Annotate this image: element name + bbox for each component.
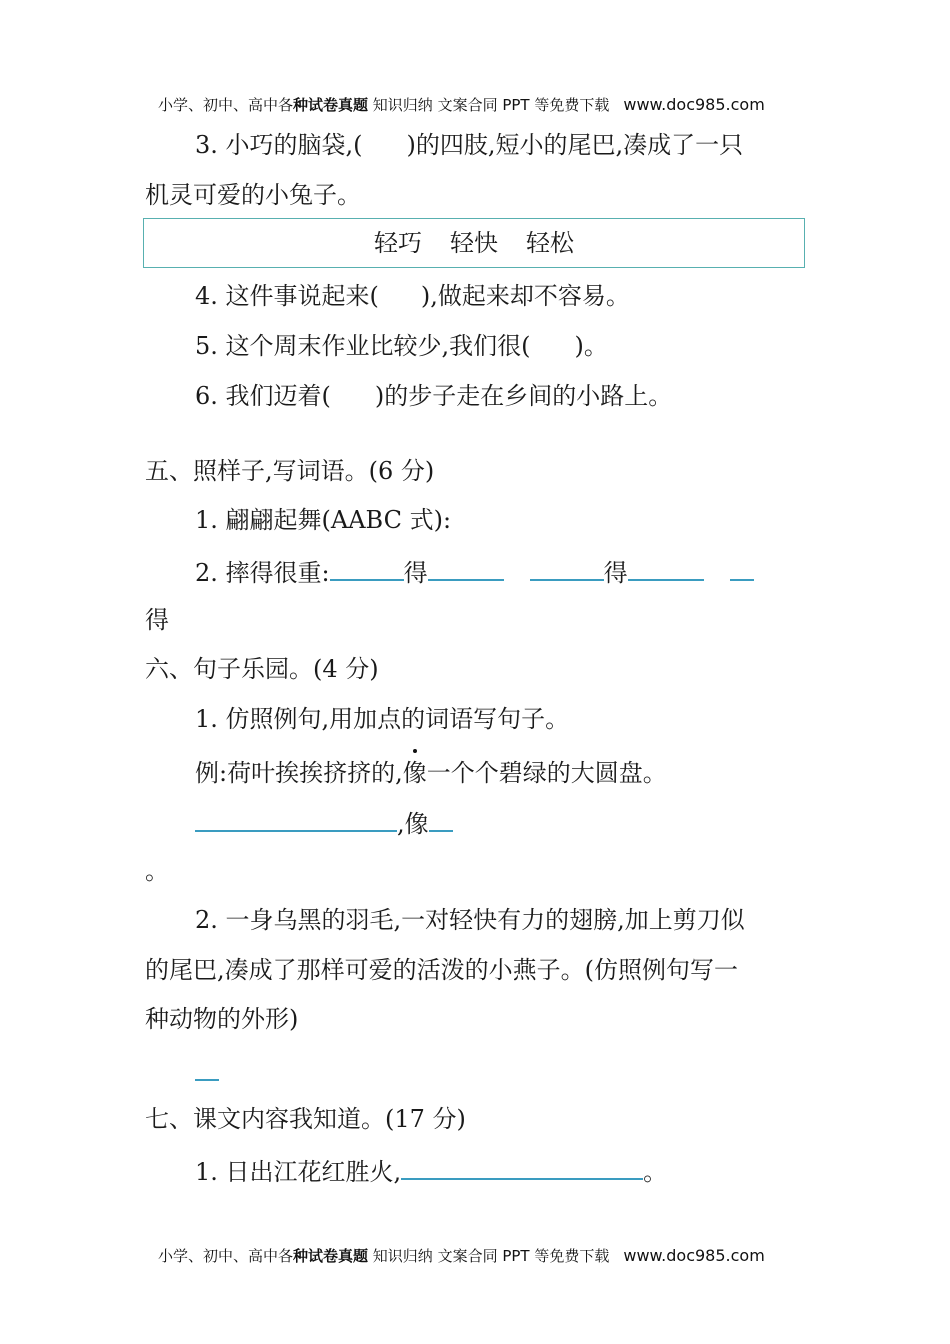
answer-blank[interactable] [730,555,754,581]
answer-blank[interactable] [330,555,404,581]
banner-url-link[interactable]: www.doc985.com [623,1246,765,1265]
section-6-q2-line1: 2. 一身乌黑的羽毛,一对轻快有力的翅膀,加上剪刀似 [195,906,745,934]
section-7-heading: 七、课文内容我知道。(17 分) [145,1105,466,1133]
q4-3-text-a: 3. 小巧的脑袋,( [195,131,363,159]
answer-blank[interactable] [401,1154,643,1180]
q7-1-end: 。 [643,1158,668,1186]
q4-4-text-b: ),做起来却不容易。 [420,282,630,310]
section-6-q2-line2: 的尾巴,凑成了那样可爱的活泼的小燕子。(仿照例句写一 [145,956,738,984]
dotted-word: 像 [402,759,427,787]
answer-blank[interactable] [195,806,397,832]
answer-blank[interactable] [429,806,453,832]
section-6-heading: 六、句子乐园。(4 分) [145,655,379,683]
q4-6-text-a: 6. 我们迈着( [195,382,331,410]
section-5-heading: 五、照样子,写词语。(6 分) [145,457,435,485]
banner-text-3: 知识归纳 [368,1247,438,1265]
banner-text-1: 小学、初中、高中各 [158,1247,294,1265]
banner-text-3: 知识归纳 [368,96,438,114]
q4-6-text-b: )的步子走在乡间的小路上。 [374,382,673,410]
question-4-3-line1 [195,130,743,160]
question-4-6 [195,381,672,411]
section-6-q1: 1. 仿照例句,用加点的词语写句子。 [195,705,570,733]
de-char: 得 [403,559,428,587]
q4-3-text-b: )的四肢,短小的尾巴,凑成了一只 [406,131,744,159]
word-choice-2: 轻快 [450,229,498,257]
banner-text-2: 种试卷真题 [293,96,369,114]
word-choice-box [143,218,805,268]
q7-1-text: 1. 日出江花红胜火, [195,1158,402,1186]
banner-url-link[interactable]: www.doc985.com [623,95,765,114]
answer-blank[interactable] [428,555,504,581]
question-4-5 [195,331,608,361]
banner-text-1: 小学、初中、高中各 [158,96,294,114]
example-text-a: 例:荷叶挨挨挤挤的, [195,759,403,787]
header-banner [158,94,765,115]
section-6-q2-line3: 种动物的外形) [145,1005,299,1033]
word-choice-3: 轻松 [526,229,574,257]
section-6-example [195,758,667,788]
banner-text-2: 种试卷真题 [293,1247,369,1265]
section-6-answer-line [195,806,453,839]
question-4-4 [195,281,630,311]
answer-mid-text: ,像 [397,810,429,838]
section-5-q2-wrap: 得 [145,606,169,634]
answer-blank[interactable] [195,1055,219,1081]
section-5-q1: 1. 翩翩起舞(AABC 式): [195,506,452,534]
section-6-answer-end: 。 [145,857,169,885]
question-4-3-line2: 机灵可爱的小兔子。 [145,181,361,209]
q5-2-label: 2. 摔得很重: [195,559,330,587]
q4-5-text-b: )。 [574,332,608,360]
banner-text-4: 文案合同 PPT 等免费下载 [437,96,610,114]
answer-blank[interactable] [530,555,604,581]
word-choice-1: 轻巧 [374,229,422,257]
answer-blank[interactable] [628,555,704,581]
banner-text-4: 文案合同 PPT 等免费下载 [437,1247,610,1265]
footer-banner [158,1245,765,1266]
de-char: 得 [603,559,628,587]
example-text-b: 一个个碧绿的大圆盘。 [426,759,667,787]
q4-5-text-a: 5. 这个周末作业比较少,我们很( [195,332,531,360]
section-7-q1 [195,1154,667,1187]
q4-4-text-a: 4. 这件事说起来( [195,282,379,310]
section-5-q2 [195,555,754,588]
section-6-q2-answer [195,1055,219,1088]
